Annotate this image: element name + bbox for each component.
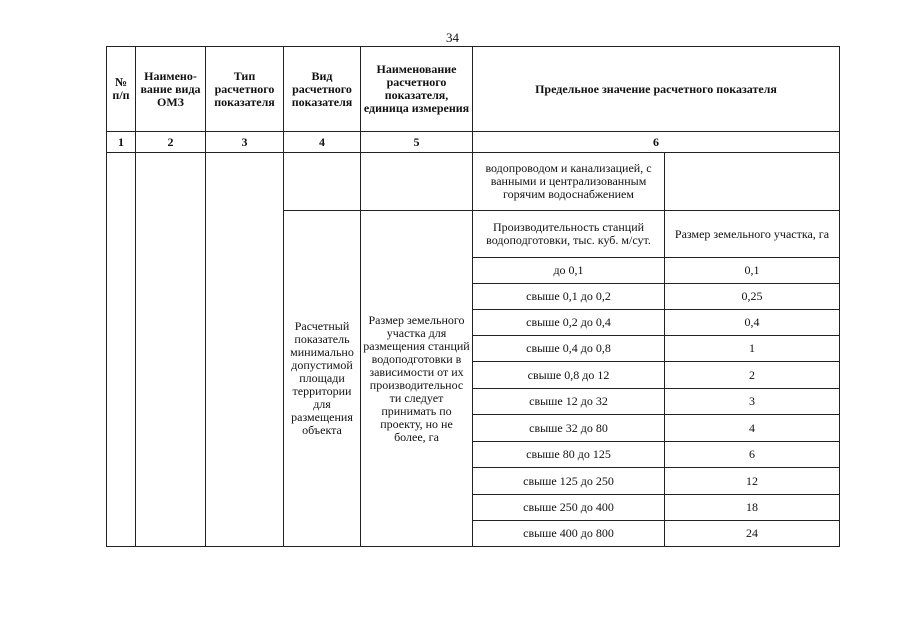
subheader-capacity: Производительность станций водоподготовки, тыс. куб. м/сут. [473,211,665,258]
header-indicator-kind: Вид расчетного показателя [284,47,361,132]
column-number: 3 [206,132,284,153]
continuation-row [107,153,840,211]
standards-table [106,46,840,547]
column-number: 1 [107,132,136,153]
capacity-range: свыше 32 до 80 [473,415,665,442]
column-number: 2 [136,132,206,153]
area-value: 2 [665,362,840,389]
header-limit-value: Предельное значение расчетного показателя [473,47,840,132]
column-number: 5 [361,132,473,153]
capacity-range: свыше 0,8 до 12 [473,362,665,389]
area-value: 6 [665,442,840,468]
indicator-name-text: Размер земельного участка для размещения станций водоподготовки в зависимости от их производительнос ти следует принимать по проекту, но не более, га [361,211,473,547]
column-number: 4 [284,132,361,153]
capacity-range: до 0,1 [473,258,665,284]
area-value: 0,1 [665,258,840,284]
column-number: 6 [473,132,840,153]
header-indicator-type: Тип расчетного показателя [206,47,284,132]
capacity-range: свыше 80 до 125 [473,442,665,468]
capacity-range: свыше 0,2 до 0,4 [473,310,665,336]
header-omz-kind: Наимено-вание вида ОМЗ [136,47,206,132]
area-value: 18 [665,495,840,521]
area-value: 0,4 [665,310,840,336]
column-number-row [107,132,840,153]
indicator-type-cell [206,153,284,547]
capacity-range: свыше 125 до 250 [473,468,665,495]
indicator-kind-text: Расчетный показатель минимально допустимой площади территории для размещения объекта [284,211,361,547]
empty-cell [361,153,473,211]
capacity-range: свыше 250 до 400 [473,495,665,521]
area-value: 4 [665,415,840,442]
area-value: 12 [665,468,840,495]
area-value: 24 [665,521,840,547]
number-cell [107,153,136,547]
page-number: 34 [446,30,459,45]
area-value: 3 [665,389,840,415]
area-value: 1 [665,336,840,362]
header-row [107,47,840,132]
empty-cell [665,153,840,211]
capacity-range: свыше 0,4 до 0,8 [473,336,665,362]
omz-kind-cell [136,153,206,547]
empty-cell [284,153,361,211]
capacity-range: свыше 400 до 800 [473,521,665,547]
subheader-area: Размер земельного участка, га [665,211,840,258]
capacity-range: свыше 12 до 32 [473,389,665,415]
area-value: 0,25 [665,284,840,310]
header-number: № п/п [107,47,136,132]
header-indicator-name: Наименование расчетного показателя, единица измерения [361,47,473,132]
capacity-range: свыше 0,1 до 0,2 [473,284,665,310]
continuation-text: водопроводом и канализацией, с ванными и централизованным горячим водоснабжением [473,153,665,211]
